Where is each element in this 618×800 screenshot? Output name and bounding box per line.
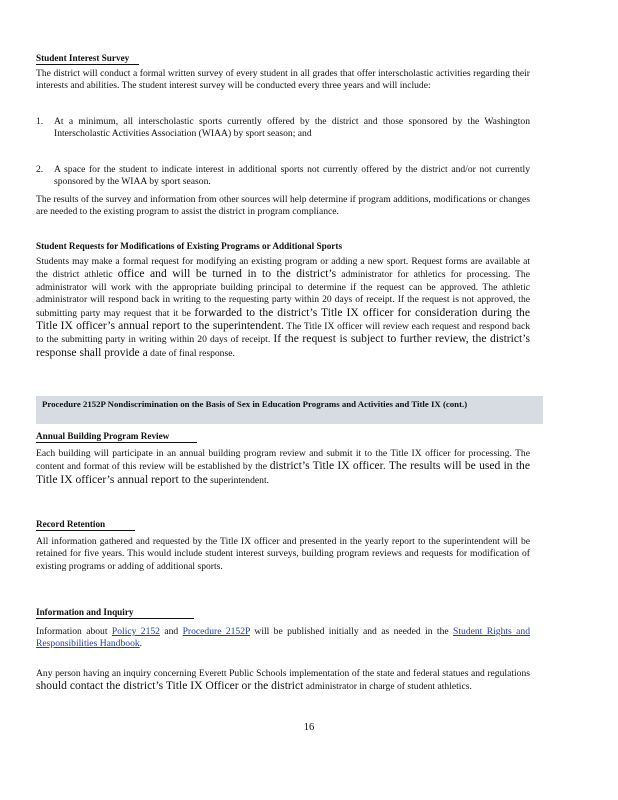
inquiry-text-b: will be published initially and as needed in the bbox=[254, 626, 449, 637]
inquiry-paragraph-1 bbox=[36, 626, 530, 651]
requests-paragraph bbox=[36, 256, 530, 360]
inquiry-text-c: . bbox=[139, 638, 143, 650]
survey-intro: The district will conduct a formal written survey of every student in all grades that offer interscholastic activities regarding their interests and abilities. The student interest survey will be conducted every three years and will include: bbox=[36, 68, 530, 92]
student-handbook-link[interactable]: Student Rights and Responsibilities Handbook bbox=[36, 626, 530, 650]
list-number: 2. bbox=[36, 164, 44, 175]
list-number: 1. bbox=[36, 116, 44, 127]
inquiry-text-and: and bbox=[164, 626, 179, 637]
inquiry-paragraph-2 bbox=[36, 668, 530, 694]
requests-text-g: date of final response. bbox=[150, 347, 235, 359]
inquiry-text-a: Information about bbox=[36, 626, 108, 637]
review-text-c: superintendent. bbox=[210, 474, 270, 486]
survey-heading: Student Interest Survey bbox=[36, 52, 139, 65]
policy-2152-link[interactable]: Policy 2152 bbox=[111, 626, 160, 637]
procedure-2152p-link[interactable]: Procedure 2152P bbox=[182, 626, 251, 637]
inquiry-text-d: Any person having an inquiry concerning Everett Public Schools implementation of the state and federal statues and regulations bbox=[36, 668, 530, 679]
inquiry-heading: Information and Inquiry bbox=[36, 606, 194, 619]
requests-text-b: office and will be turned in to the district’s bbox=[117, 267, 337, 281]
inquiry-text-e: should contact the district’s Title IX Officer or the district bbox=[36, 679, 304, 693]
list-text: A space for the student to indicate interest in additional sports not currently offered by the district and/or not currently sponsored by the WIAA by sport season. bbox=[54, 164, 530, 188]
review-text-b: district’s Title IX officer. The results will be used in the Title IX officer’s annual report to the bbox=[36, 459, 530, 486]
inquiry-text-f: administrator in charge of student athletics. bbox=[305, 681, 472, 693]
retention-heading: Record Retention bbox=[36, 518, 135, 531]
list-text: At a minimum, all interscholastic sports currently offered by the district and those sponsored by the Washington Interscholastic Activities Association (WIAA) by sport season; and bbox=[54, 116, 530, 140]
survey-results: The results of the survey and information from other sources will help determine if program additions, modifications or changes are needed to the existing program to assist the district in program compliance. bbox=[36, 194, 530, 218]
review-paragraph bbox=[36, 448, 530, 487]
requests-heading: Student Requests for Modifications of Existing Programs or Additional Sports bbox=[36, 241, 343, 251]
procedure-label: Procedure 2152P Nondiscrimination on the Basis of Sex in Education Programs and Activities and Title IX (cont.) bbox=[42, 399, 468, 409]
page-number: 16 bbox=[303, 722, 315, 733]
requests-text-f: If the request is subject to further review, the district’s response shall provide a bbox=[36, 332, 530, 359]
review-text-a: Each building will participate in an annual building program review and submit it to the Title IX officer for processing. The content and format of this review will be established by the bbox=[36, 448, 530, 473]
requests-text-e: The Title IX officer will review each request and respond back to the submitting party in writing within 20 days of receipt. bbox=[36, 321, 531, 346]
review-heading: Annual Building Program Review bbox=[36, 430, 197, 443]
requests-text-a: Students may make a formal request for modifying an existing program or adding a new sport. Request forms are available at the district athletic bbox=[36, 256, 530, 281]
procedure-header-banner bbox=[36, 396, 543, 424]
retention-text: All information gathered and requested by the Title IX officer and presented in the yearly report to the superintendent will be retained for five years. This would include student interest surveys, building program reviews and requests for modification of existing programs or adding of additional sports. bbox=[36, 536, 530, 572]
requests-text-c: administrator for athletics for processing. The administrator will work with the appropriate building principal to determine if the request can be approved. The athletic administrator will respond back in writing to the requesting party within 20 days of receipt. If the request is not approved, the submitting party may request that it be bbox=[36, 269, 530, 319]
requests-text-d: forwarded to the district’s Title IX officer for consideration during the Title IX officer’s annual report to the superintendent. bbox=[36, 305, 530, 333]
